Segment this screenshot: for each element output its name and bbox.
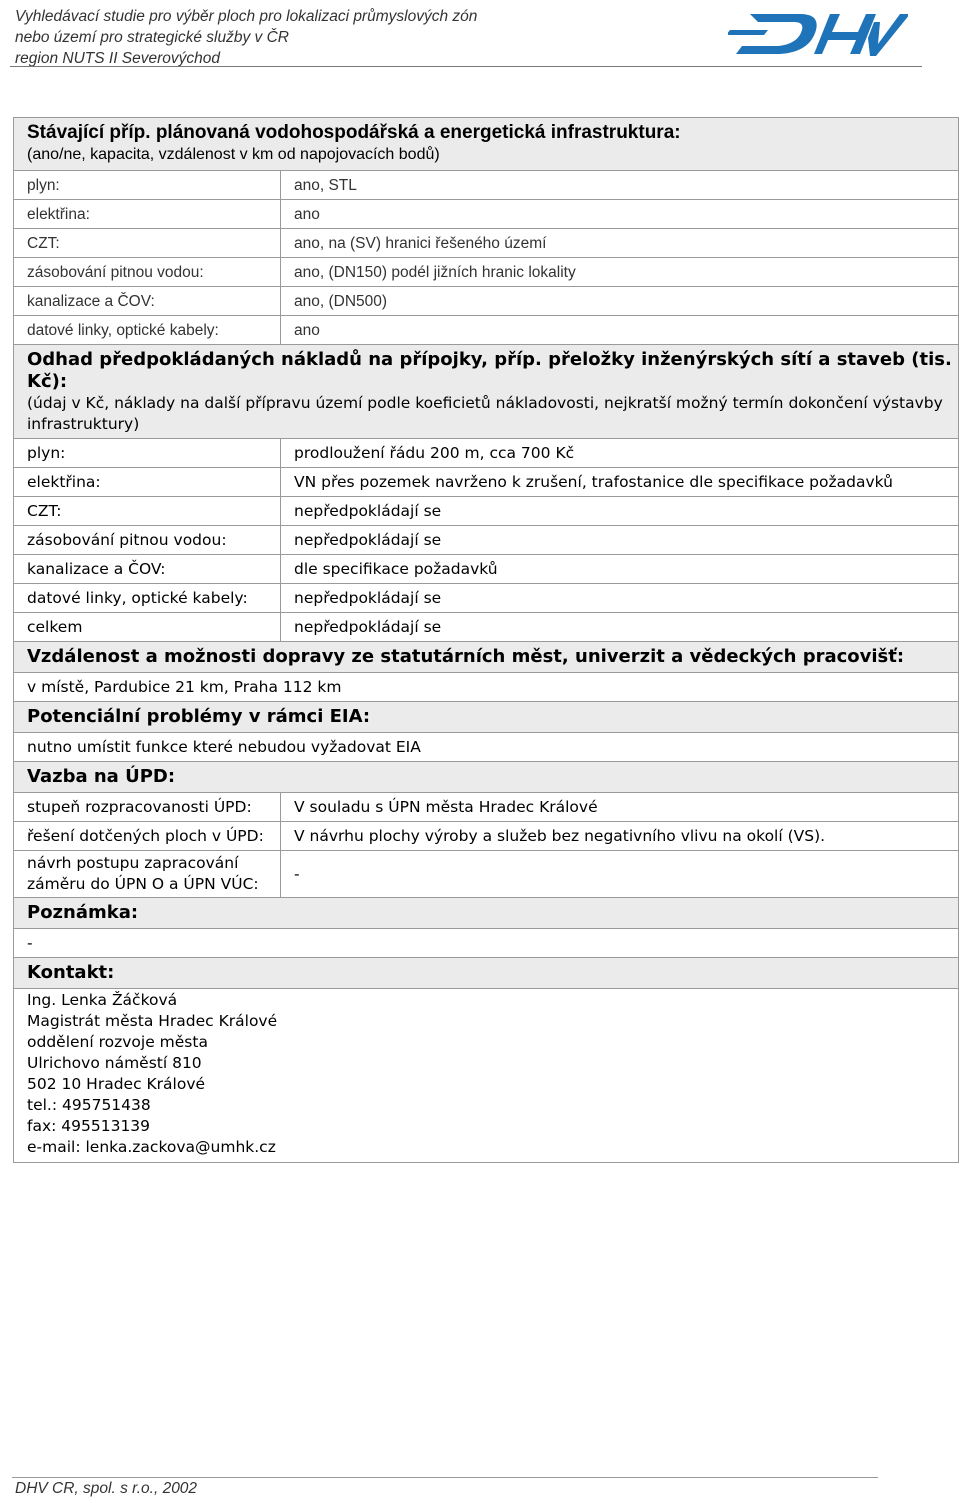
- table-row: [14, 200, 959, 229]
- distance-heading: Vzdálenost a možnosti dopravy ze statutárních měst, univerzit a vědeckých pracovišť:: [27, 646, 905, 667]
- row-label: plyn:: [14, 171, 281, 200]
- table-row: [14, 468, 959, 497]
- costs-subheading: (údaj v Kč, náklady na další přípravu území podle koeficietů nákladovosti, nejkratší možný termín dokončení výstavby infrastruktury): [27, 393, 943, 433]
- row-value: VN přes pozemek navrženo k zrušení, trafostanice dle specifikace požadavků: [281, 468, 959, 497]
- header-line-1: Vyhledávací studie pro výběr ploch pro lokalizaci průmyslových zón: [15, 8, 478, 25]
- eia-value: nutno umístit funkce které nebudou vyžadovat EIA: [14, 733, 959, 762]
- note-section-header: [14, 898, 959, 929]
- header-line-2: nebo území pro strategické služby v ČR: [15, 29, 289, 46]
- table-row: [14, 613, 959, 642]
- row-label: datové linky, optické kabely:: [14, 316, 281, 345]
- row-value: V souladu s ÚPN města Hradec Králové: [281, 793, 959, 822]
- costs-section-header: [14, 345, 959, 439]
- table-row: [14, 733, 959, 762]
- table-row: [14, 851, 959, 898]
- note-heading: Poznámka:: [27, 902, 139, 923]
- table-row: [14, 497, 959, 526]
- row-label: CZT:: [14, 497, 281, 526]
- row-label: zásobování pitnou vodou:: [14, 258, 281, 287]
- row-label: zásobování pitnou vodou:: [14, 526, 281, 555]
- row-value: nepředpokládají se: [281, 526, 959, 555]
- costs-heading: Odhad předpokládaných nákladů na přípojky, příp. přeložky inženýrských sítí a staveb (tis. Kč):: [27, 348, 952, 392]
- contact-row: [14, 989, 959, 1163]
- row-value: ano: [281, 316, 959, 345]
- contact-street: Ulrichovo náměstí 810: [27, 1054, 202, 1072]
- infra-heading: Stávající příp. plánovaná vodohospodářská a energetická infrastruktura:: [27, 122, 681, 143]
- row-label: elektřina:: [14, 200, 281, 229]
- row-value: dle specifikace požadavků: [281, 555, 959, 584]
- row-label: celkem: [14, 613, 281, 642]
- row-value: nepředpokládají se: [281, 497, 959, 526]
- note-value: -: [14, 929, 959, 958]
- row-label: CZT:: [14, 229, 281, 258]
- row-label: elektřina:: [14, 468, 281, 497]
- table-row: [14, 526, 959, 555]
- table-row: [14, 316, 959, 345]
- row-label: řešení dotčených ploch v ÚPD:: [14, 822, 281, 851]
- eia-section-header: [14, 702, 959, 733]
- row-value: ano, (DN500): [281, 287, 959, 316]
- row-value: nepředpokládají se: [281, 584, 959, 613]
- table-row: [14, 287, 959, 316]
- dhv-logo: [728, 8, 908, 62]
- upd-heading: Vazba na ÚPD:: [27, 766, 176, 787]
- table-row: [14, 229, 959, 258]
- row-value: prodloužení řádu 200 m, cca 700 Kč: [281, 439, 959, 468]
- table-row: [14, 793, 959, 822]
- locality-table: [13, 117, 959, 1163]
- footer-divider: [12, 1477, 878, 1478]
- contact-heading: Kontakt:: [27, 962, 115, 983]
- row-label: kanalizace a ČOV:: [14, 287, 281, 316]
- table-row: [14, 584, 959, 613]
- table-row: [14, 258, 959, 287]
- row-label: návrh postupu zapracování záměru do ÚPN O a ÚPN VÚC:: [14, 851, 281, 898]
- row-value: V návrhu plochy výroby a služeb bez negativního vlivu na okolí (VS).: [281, 822, 959, 851]
- row-value: nepředpokládají se: [281, 613, 959, 642]
- contact-city: 502 10 Hradec Králové: [27, 1075, 206, 1093]
- row-label: kanalizace a ČOV:: [14, 555, 281, 584]
- row-label: stupeň rozpracovanosti ÚPD:: [14, 793, 281, 822]
- contact-name: Ing. Lenka Žáčková: [27, 991, 178, 1009]
- row-value: ano, STL: [281, 171, 959, 200]
- header-line-3: region NUTS II Severovýchod: [15, 50, 221, 67]
- distance-section-header: [14, 642, 959, 673]
- infra-section-header: [14, 118, 959, 171]
- document-header: [15, 6, 535, 69]
- row-value: ano: [281, 200, 959, 229]
- contact-block: [14, 989, 959, 1163]
- header-divider: [10, 66, 922, 67]
- row-value: -: [281, 851, 959, 898]
- distance-value: v místě, Pardubice 21 km, Praha 112 km: [14, 673, 959, 702]
- table-row: [14, 929, 959, 958]
- row-label: datové linky, optické kabely:: [14, 584, 281, 613]
- contact-department: oddělení rozvoje města: [27, 1033, 208, 1051]
- table-row: [14, 822, 959, 851]
- table-row: [14, 673, 959, 702]
- table-row: [14, 555, 959, 584]
- contact-email[interactable]: e-mail: lenka.zackova@umhk.cz: [27, 1138, 276, 1156]
- contact-section-header: [14, 958, 959, 989]
- infra-subheading: (ano/ne, kapacita, vzdálenost v km od napojovacích bodů): [27, 146, 440, 163]
- footer-text: DHV CR, spol. s r.o., 2002: [15, 1480, 198, 1497]
- eia-heading: Potenciální problémy v rámci EIA:: [27, 706, 371, 727]
- row-value: ano, na (SV) hranici řešeného území: [281, 229, 959, 258]
- table-row: [14, 171, 959, 200]
- contact-fax: fax: 495513139: [27, 1117, 151, 1135]
- row-value: ano, (DN150) podél jižních hranic lokality: [281, 258, 959, 287]
- contact-phone: tel.: 495751438: [27, 1096, 151, 1114]
- upd-section-header: [14, 762, 959, 793]
- row-label: plyn:: [14, 439, 281, 468]
- table-row: [14, 439, 959, 468]
- contact-office: Magistrát města Hradec Králové: [27, 1012, 278, 1030]
